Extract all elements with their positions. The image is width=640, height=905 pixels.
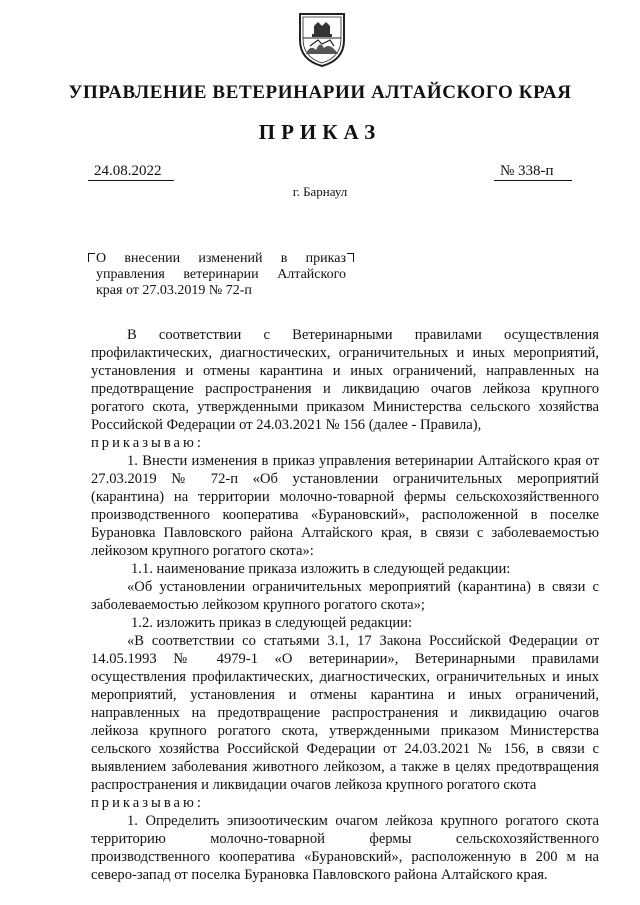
document-city: г. Барнаул — [292, 184, 348, 199]
body-paragraph: «Об установлении ограничительных мероприятий (карантина) в связи с заболеваемостью лейкозом крупного рогатого скота»; — [91, 579, 599, 613]
subject-line: О внесении изменений в приказ — [96, 251, 346, 266]
document-subject — [96, 251, 346, 299]
body-paragraph — [91, 326, 599, 452]
document-date: 24.08.2022 — [88, 163, 174, 181]
document-body — [91, 326, 599, 884]
order-word: приказываю: — [91, 435, 204, 451]
document-number: № 338-п — [494, 163, 572, 181]
paragraph-text: В соответствии с Ветеринарными правилами осуществления профилактических, диагностических, ограничительных и иных мероприятий, установления и отмены карантина и иных ограничений, направленных на предотвращение распространения и ликвидацию очагов лейкоза крупного рогатого скота, утвержденными приказом Министерства сельского хозяйства Российской Федерации от 24.03.2021 № 156 (далее - Правила), — [91, 327, 599, 433]
coat-of-arms-icon — [296, 10, 348, 68]
order-word: приказываю: — [91, 795, 204, 811]
body-paragraph — [91, 632, 599, 812]
subject-line: управления ветеринарии Алтайского — [96, 267, 346, 282]
subject-line: края от 27.03.2019 № 72-п — [96, 283, 252, 298]
subject-bracket-right — [347, 253, 354, 262]
subject-bracket-left — [88, 253, 95, 262]
body-paragraph: 1. Определить эпизоотическим очагом лейкоза крупного рогатого скота территорию молочно-товарной фермы сельскохозяйственного производственного кооператива «Бурановский», расположенную в 200 м на северо-запад от поселка Бурановка Павловского района Алтайского края. — [91, 813, 599, 883]
body-paragraph: 1.2. изложить приказ в следующей редакции: — [131, 615, 413, 631]
organization-title: УПРАВЛЕНИЕ ВЕТЕРИНАРИИ АЛТАЙСКОГО КРАЯ — [68, 82, 572, 103]
body-paragraph: 1. Внести изменения в приказ управления ветеринарии Алтайского края от 27.03.2019 № 72-п «Об установлении ограничительных мероприятий (карантина) на территории молочно-товарной фермы сельскохозяйственного производственного кооператива «Бурановский», расположенной в поселке Бурановка Павловского района Алтайского края, в связи с заболеваемостью лейкозом крупного рогатого скота»: — [91, 453, 599, 559]
document-type: ПРИКАЗ — [258, 120, 382, 144]
body-paragraph: 1.1. наименование приказа изложить в следующей редакции: — [131, 561, 511, 577]
paragraph-text: «В соответствии со статьями 3.1, 17 Закона Российской Федерации от 14.05.1993 № 4979-1 «О ветеринарии», Ветеринарными правилами осуществления профилактических, диагностических, ограничительных и иных мероприятий, установления и отмены карантина и иных ограничений, направленных на предотвращение распространения и ликвидацию очагов лейкоза крупного рогатого скота, утвержденными приказом Министерства сельского хозяйства Российской Федерации от 24.03.2021 № 156, в связи с выявлением заболевания животного лейкозом, а также в целях предотвращения распространения и ликвидации очагов лейкоза крупного рогатого скота — [91, 633, 599, 793]
